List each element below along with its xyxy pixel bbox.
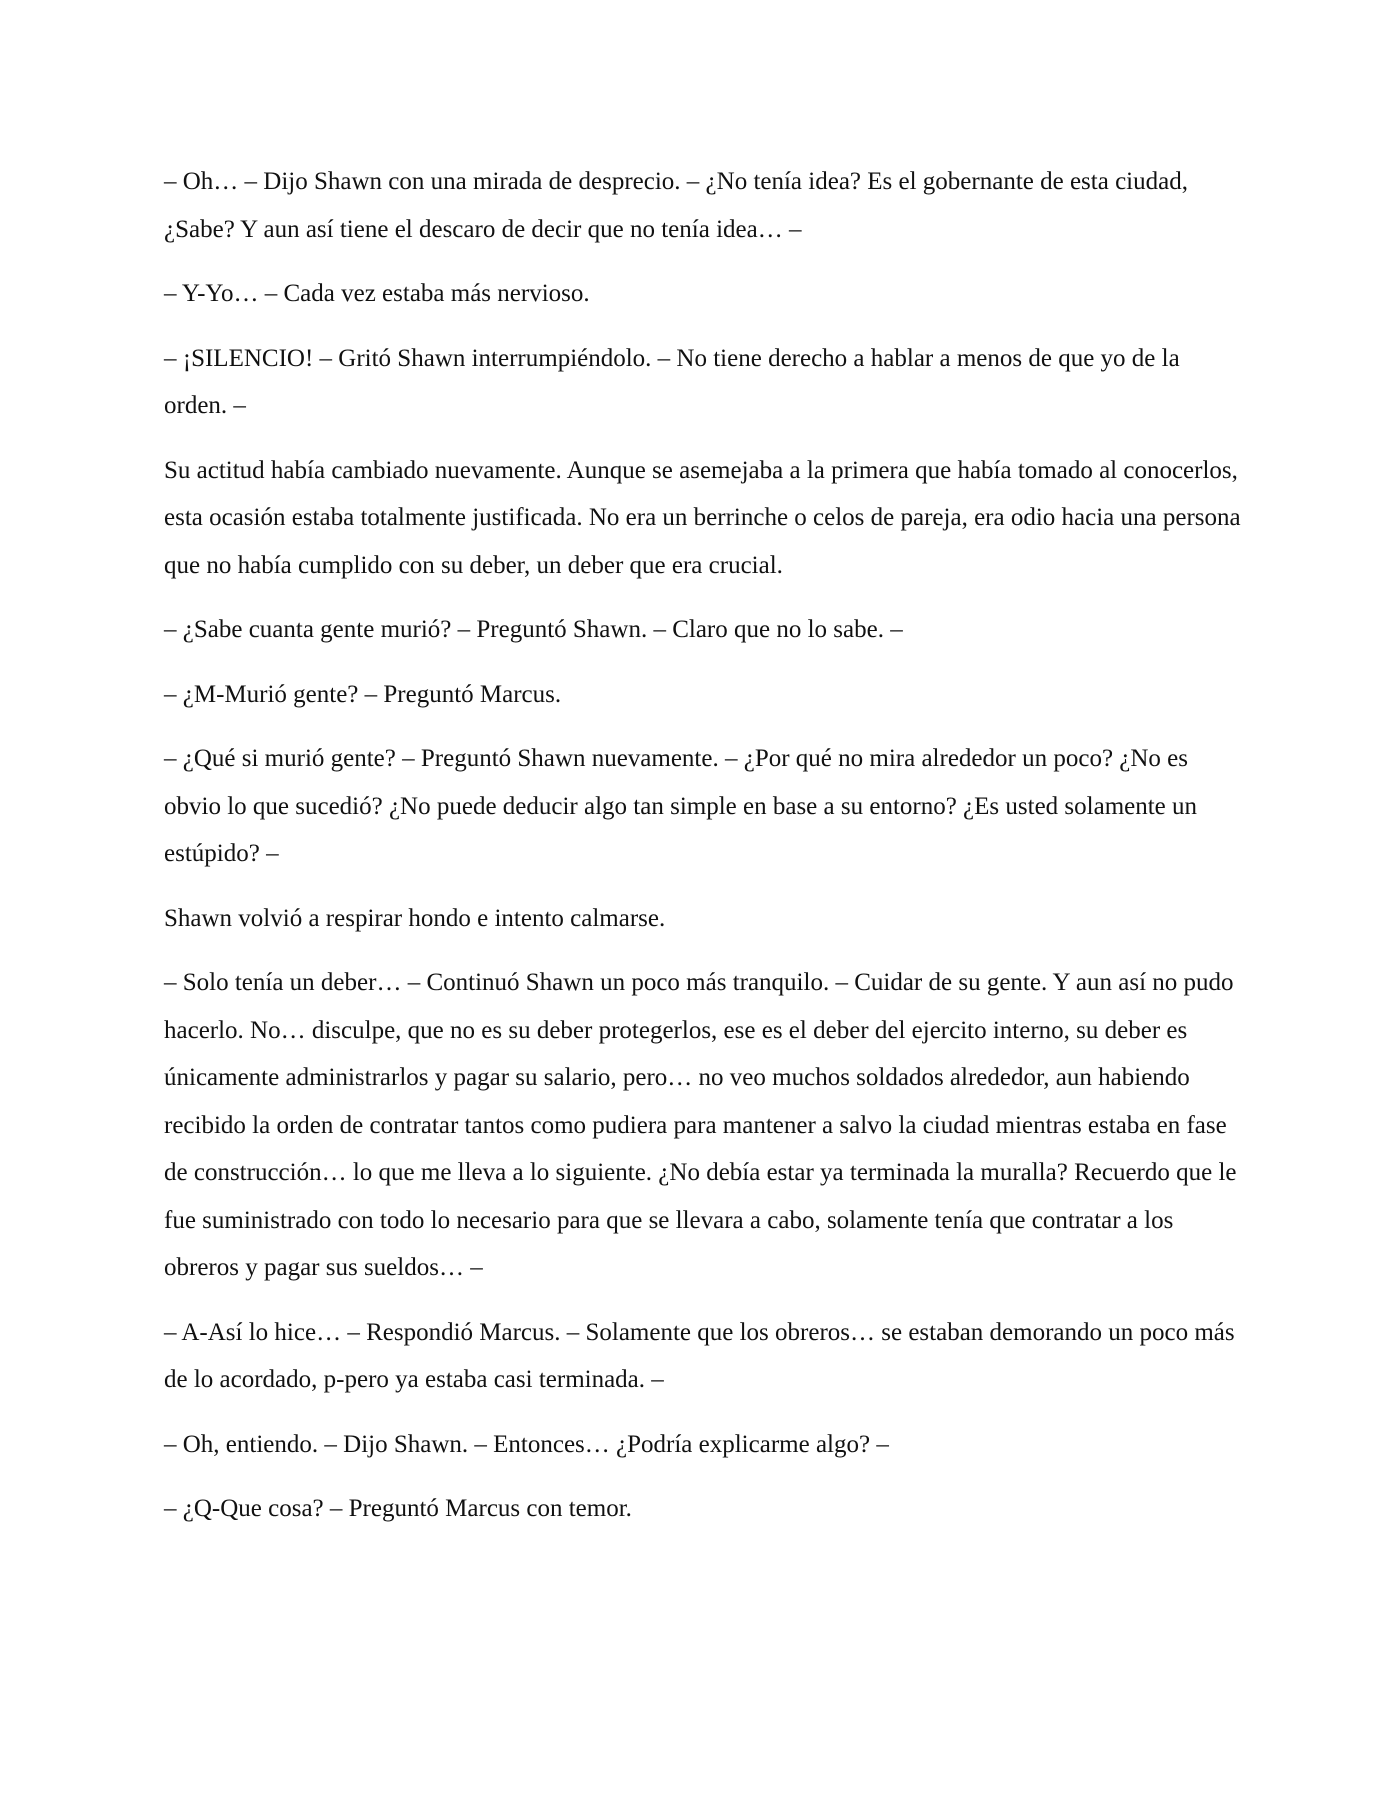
paragraph: – ¿Q-Que cosa? – Preguntó Marcus con temor. [164, 1495, 632, 1522]
paragraph: – A-Así lo hice… – Respondió Marcus. – Solamente que los obreros… se estaban demorando un poco más de lo acordado, p-pero ya estaba casi terminada. – [164, 1318, 1235, 1393]
paragraph: – Solo tenía un deber… – Continuó Shawn un poco más tranquilo. – Cuidar de su gente. Y aun así no pudo hacerlo. No… disculpe, que no es su deber protegerlos, ese es el deber del ejercito interno, su deber es únicamente administrarlos y pagar su salario, pero… no veo muchos soldados alrededor, aun habiendo recibido la orden de contratar tantos como pudiera para mantener a salvo la ciudad mientras estaba en fase de construcción… lo que me lleva a lo siguiente. ¿No debía estar ya terminada la muralla? Recuerdo que le fue suministrado con todo lo necesario para que se llevara a cabo, solamente tenía que contratar a los obreros y pagar sus sueldos… – [164, 969, 1237, 1281]
paragraph: – ¿Qué si murió gente? – Preguntó Shawn nuevamente. – ¿Por qué no mira alrededor un poco? ¿No es obvio lo que sucedió? ¿No puede deducir algo tan simple en base a su entorno? ¿Es usted solamente un estúpido? – [164, 745, 1198, 867]
paragraph: – ¿M-Murió gente? – Preguntó Marcus. [164, 680, 562, 708]
paragraph: Shawn volvió a respirar hondo e intento calmarse. [164, 904, 666, 932]
paragraph: – ¡SILENCIO! – Gritó Shawn interrumpiéndolo. – No tiene derecho a hablar a menos de que yo de la orden. – [164, 344, 1180, 419]
paragraph: – Oh, entiendo. – Dijo Shawn. – Entonces… ¿Podría explicarme algo? – [164, 1430, 889, 1458]
paragraph: Su actitud había cambiado nuevamente. Aunque se asemejaba a la primera que había tomado al conocerlos, esta ocasión estaba totalmente justificada. No era un berrinche o celos de pareja, era odio hacia una persona que no había cumplido con su deber, un deber que era crucial. [164, 456, 1241, 579]
paragraph: – ¿Sabe cuanta gente murió? – Preguntó Shawn. – Claro que no lo sabe. – [164, 616, 903, 643]
document-page [164, 158, 1244, 1550]
paragraph: – Oh… – Dijo Shawn con una mirada de desprecio. – ¿No tenía idea? Es el gobernante de esta ciudad, ¿Sabe? Y aun así tiene el descaro de decir que no tenía idea… – [164, 168, 1188, 243]
paragraph: – Y-Yo… – Cada vez estaba más nervioso. [164, 280, 590, 307]
